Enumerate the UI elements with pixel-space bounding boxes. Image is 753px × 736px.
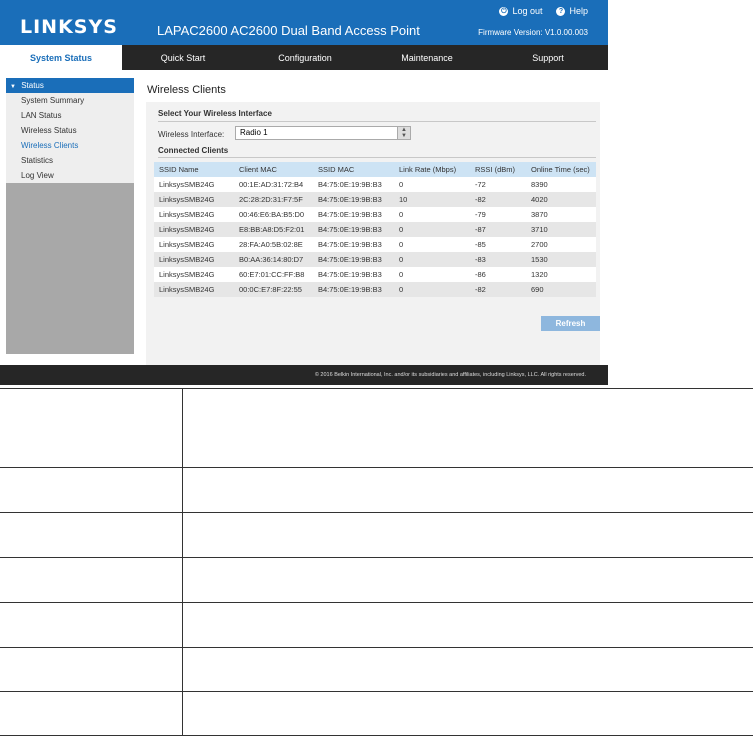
cell-link-rate: 0 bbox=[394, 252, 470, 267]
col-rssi[interactable]: RSSI (dBm) bbox=[470, 162, 526, 177]
document-table-grid bbox=[0, 388, 753, 736]
table-row bbox=[154, 222, 596, 237]
doc-cell bbox=[0, 692, 183, 736]
cell-online-time: 690 bbox=[526, 282, 596, 297]
doc-row bbox=[0, 558, 753, 603]
cell-online-time: 2700 bbox=[526, 237, 596, 252]
cell-rssi: -72 bbox=[470, 177, 526, 192]
cell-ssid-mac: B4:75:0E:19:9B:B3 bbox=[313, 192, 394, 207]
cell-rssi: -86 bbox=[470, 267, 526, 282]
section-connected-clients: Connected Clients bbox=[158, 146, 228, 155]
cell-ssid-name: LinksysSMB24G bbox=[154, 237, 234, 252]
cell-rssi: -82 bbox=[470, 192, 526, 207]
cell-link-rate: 0 bbox=[394, 177, 470, 192]
firmware-version: Firmware Version: V1.0.00.003 bbox=[478, 28, 588, 37]
cell-ssid-name: LinksysSMB24G bbox=[154, 222, 234, 237]
cell-link-rate: 0 bbox=[394, 207, 470, 222]
doc-cell bbox=[0, 648, 183, 692]
caret-down-icon: ▼ bbox=[10, 84, 16, 90]
main-nav bbox=[0, 45, 608, 70]
cell-online-time: 8390 bbox=[526, 177, 596, 192]
nav-quick-start[interactable]: Quick Start bbox=[122, 45, 244, 70]
doc-cell bbox=[183, 558, 753, 603]
cell-rssi: -85 bbox=[470, 237, 526, 252]
col-ssid-mac[interactable]: SSID MAC bbox=[313, 162, 394, 177]
doc-cell bbox=[0, 558, 183, 603]
page-title: Wireless Clients bbox=[147, 84, 226, 96]
table-row bbox=[154, 237, 596, 252]
clients-table bbox=[154, 162, 596, 297]
logout-label: Log out bbox=[512, 6, 542, 16]
table-row bbox=[154, 177, 596, 192]
updown-arrows-icon: ▲ ▼ bbox=[397, 127, 410, 139]
col-ssid-name[interactable]: SSID Name bbox=[154, 162, 234, 177]
doc-cell bbox=[0, 468, 183, 513]
cell-client-mac: B0:AA:36:14:80:D7 bbox=[234, 252, 313, 267]
sidebar-list bbox=[6, 78, 134, 183]
section-select-interface: Select Your Wireless Interface bbox=[158, 109, 272, 118]
cell-ssid-mac: B4:75:0E:19:9B:B3 bbox=[313, 222, 394, 237]
header-links bbox=[499, 6, 588, 16]
nav-maintenance[interactable]: Maintenance bbox=[366, 45, 488, 70]
table-row bbox=[154, 192, 596, 207]
router-admin-ui bbox=[0, 0, 608, 385]
doc-row bbox=[0, 648, 753, 692]
cell-ssid-name: LinksysSMB24G bbox=[154, 177, 234, 192]
cell-online-time: 1320 bbox=[526, 267, 596, 282]
help-link[interactable] bbox=[556, 6, 588, 16]
content-panel bbox=[146, 102, 600, 382]
help-icon: ? bbox=[556, 7, 565, 16]
cell-client-mac: 00:46:E6:BA:B5:D0 bbox=[234, 207, 313, 222]
doc-cell bbox=[0, 389, 183, 468]
nav-system-status[interactable]: System Status bbox=[0, 45, 122, 70]
interface-label: Wireless Interface: bbox=[158, 130, 224, 139]
cell-online-time: 3710 bbox=[526, 222, 596, 237]
cell-ssid-mac: B4:75:0E:19:9B:B3 bbox=[313, 207, 394, 222]
doc-row bbox=[0, 603, 753, 648]
help-label: Help bbox=[569, 6, 588, 16]
col-link-rate[interactable]: Link Rate (Mbps) bbox=[394, 162, 470, 177]
cell-client-mac: E8:BB:A8:D5:F2:01 bbox=[234, 222, 313, 237]
table-row bbox=[154, 252, 596, 267]
product-title: LAPAC2600 AC2600 Dual Band Access Point bbox=[157, 23, 420, 38]
table-row bbox=[154, 207, 596, 222]
cell-ssid-mac: B4:75:0E:19:9B:B3 bbox=[313, 237, 394, 252]
doc-cell bbox=[183, 513, 753, 558]
cell-ssid-name: LinksysSMB24G bbox=[154, 267, 234, 282]
cell-ssid-name: LinksysSMB24G bbox=[154, 207, 234, 222]
cell-client-mac: 2C:28:2D:31:F7:5F bbox=[234, 192, 313, 207]
cell-ssid-mac: B4:75:0E:19:9B:B3 bbox=[313, 282, 394, 297]
sidebar-heading-status[interactable] bbox=[6, 78, 134, 93]
cell-link-rate: 0 bbox=[394, 282, 470, 297]
cell-ssid-mac: B4:75:0E:19:9B:B3 bbox=[313, 267, 394, 282]
cell-online-time: 1530 bbox=[526, 252, 596, 267]
cell-rssi: -83 bbox=[470, 252, 526, 267]
linksys-logo: LINKSYS bbox=[20, 16, 118, 38]
cell-client-mac: 60:E7:01:CC:FF:B8 bbox=[234, 267, 313, 282]
doc-row bbox=[0, 513, 753, 558]
cell-link-rate: 0 bbox=[394, 222, 470, 237]
cell-ssid-name: LinksysSMB24G bbox=[154, 252, 234, 267]
divider bbox=[158, 157, 596, 158]
wireless-interface-select[interactable] bbox=[235, 126, 411, 140]
cell-ssid-name: LinksysSMB24G bbox=[154, 282, 234, 297]
interface-value: Radio 1 bbox=[240, 128, 268, 137]
sidebar-item-wireless-status[interactable]: Wireless Status bbox=[6, 123, 134, 138]
cell-ssid-mac: B4:75:0E:19:9B:B3 bbox=[313, 252, 394, 267]
doc-cell bbox=[0, 603, 183, 648]
cell-ssid-name: LinksysSMB24G bbox=[154, 192, 234, 207]
header-bar bbox=[0, 0, 608, 45]
cell-link-rate: 0 bbox=[394, 237, 470, 252]
nav-support[interactable]: Support bbox=[488, 45, 608, 70]
table-row bbox=[154, 267, 596, 282]
logout-link[interactable] bbox=[499, 6, 542, 16]
sidebar-item-system-summary[interactable]: System Summary bbox=[6, 93, 134, 108]
doc-cell bbox=[183, 603, 753, 648]
nav-configuration[interactable]: Configuration bbox=[244, 45, 366, 70]
doc-cell bbox=[183, 389, 753, 468]
cell-client-mac: 00:0C:E7:8F:22:55 bbox=[234, 282, 313, 297]
cell-online-time: 3870 bbox=[526, 207, 596, 222]
doc-row bbox=[0, 468, 753, 513]
sidebar-item-lan-status[interactable]: LAN Status bbox=[6, 108, 134, 123]
power-icon: ⏻ bbox=[499, 7, 508, 16]
doc-cell bbox=[183, 648, 753, 692]
cell-client-mac: 00:1E:AD:31:72:B4 bbox=[234, 177, 313, 192]
doc-row bbox=[0, 692, 753, 736]
cell-link-rate: 0 bbox=[394, 267, 470, 282]
sidebar-heading-label: Status bbox=[21, 81, 44, 90]
sidebar-item-statistics[interactable]: Statistics bbox=[6, 153, 134, 168]
doc-cell bbox=[0, 513, 183, 558]
sidebar-item-wireless-clients[interactable]: Wireless Clients bbox=[6, 138, 134, 153]
col-client-mac[interactable]: Client MAC bbox=[234, 162, 313, 177]
refresh-button[interactable]: Refresh bbox=[541, 316, 600, 331]
cell-rssi: -79 bbox=[470, 207, 526, 222]
divider bbox=[158, 121, 596, 122]
cell-rssi: -87 bbox=[470, 222, 526, 237]
doc-row bbox=[0, 389, 753, 468]
cell-link-rate: 10 bbox=[394, 192, 470, 207]
cell-ssid-mac: B4:75:0E:19:9B:B3 bbox=[313, 177, 394, 192]
doc-cell bbox=[183, 468, 753, 513]
table-header-row bbox=[154, 162, 596, 177]
col-online-time[interactable]: Online Time (sec) bbox=[526, 162, 596, 177]
doc-cell bbox=[183, 692, 753, 736]
footer: © 2016 Belkin International, Inc. and/or its subsidiaries and affiliates, including Linksys, LLC. All rights reserved. bbox=[0, 365, 608, 385]
sidebar-item-log-view[interactable]: Log View bbox=[6, 168, 134, 183]
cell-client-mac: 28:FA:A0:5B:02:8E bbox=[234, 237, 313, 252]
cell-rssi: -82 bbox=[470, 282, 526, 297]
sidebar bbox=[6, 78, 134, 354]
cell-online-time: 4020 bbox=[526, 192, 596, 207]
table-row bbox=[154, 282, 596, 297]
